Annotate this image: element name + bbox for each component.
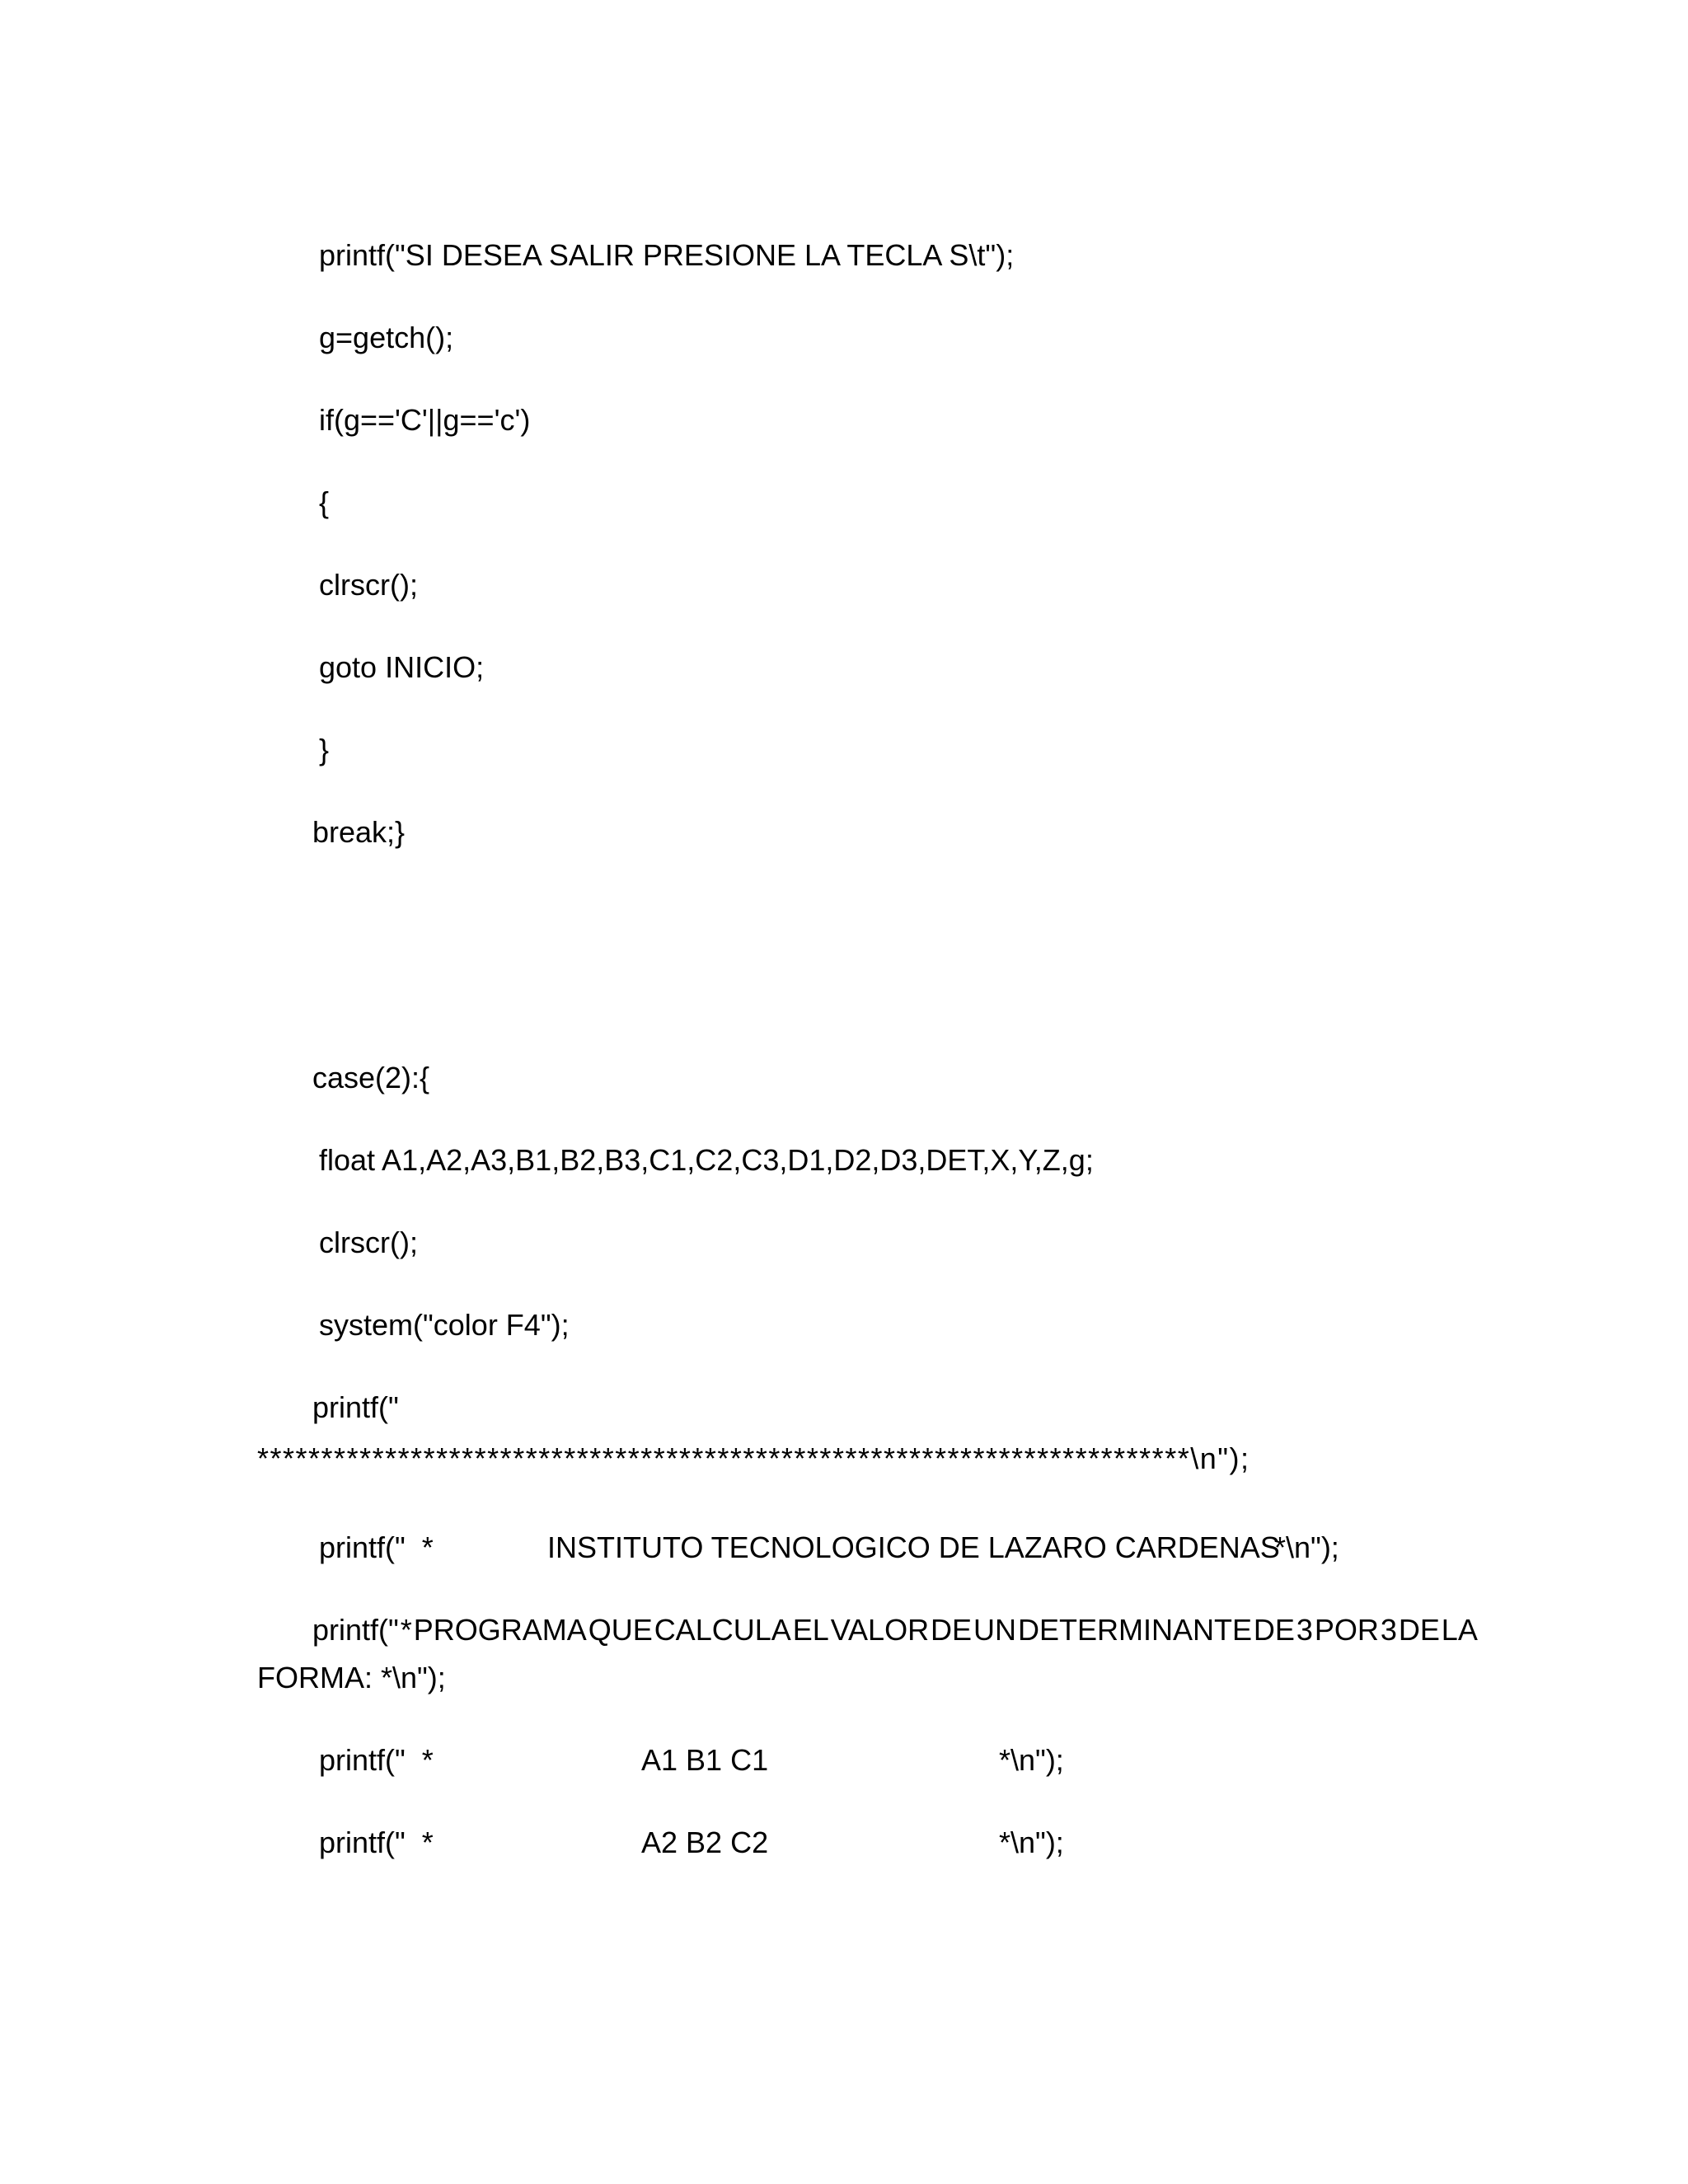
code-line-close-brace: } xyxy=(319,733,330,766)
word: VALOR xyxy=(830,1613,930,1647)
word: printf(" xyxy=(312,1613,399,1647)
word: PROGRAMA xyxy=(413,1613,587,1647)
printf-instituto-text: INSTITUTO TECNOLOGICO DE LAZARO CARDENAS xyxy=(547,1530,1280,1564)
code-line-if: if(g=='C'||g=='c') xyxy=(319,403,531,437)
word: DE xyxy=(931,1613,973,1647)
code-line-clrscr-2: clrscr(); xyxy=(319,1226,418,1259)
word: DE xyxy=(1398,1613,1440,1647)
word: CALCULA xyxy=(654,1613,791,1647)
code-line-printf-salir: printf("SI DESEA SALIR PRESIONE LA TECLA S\t"); xyxy=(319,238,1015,272)
code-line-system-color: system("color F4"); xyxy=(319,1308,570,1342)
code-line-clrscr: clrscr(); xyxy=(319,568,418,602)
word: DETERMINANTE xyxy=(1017,1613,1252,1647)
word: EL xyxy=(792,1613,829,1647)
printf-row1-prefix: printf(" * xyxy=(319,1743,434,1777)
printf-instituto-suffix: *\n"); xyxy=(1274,1530,1339,1564)
word: 3 xyxy=(1380,1613,1397,1647)
code-line-goto: goto INICIO; xyxy=(319,650,485,684)
code-line-printf-open: printf(" xyxy=(312,1390,399,1424)
code-line-stars: *************************************************************************\n"); xyxy=(257,1441,1250,1475)
word: UN xyxy=(973,1613,1016,1647)
printf-row1-text: A1 B1 C1 xyxy=(641,1743,769,1777)
word: POR xyxy=(1314,1613,1379,1647)
printf-row2-suffix: *\n"); xyxy=(999,1825,1064,1859)
printf-row2-text: A2 B2 C2 xyxy=(641,1825,769,1859)
code-line-getch: g=getch(); xyxy=(319,321,454,354)
word: 3 xyxy=(1296,1613,1313,1647)
code-line-break: break;} xyxy=(312,815,406,849)
code-line-open-brace: { xyxy=(319,485,330,519)
printf-instituto-prefix: printf(" * xyxy=(319,1530,434,1564)
printf-programa-continuation: FORMA: *\n"); xyxy=(257,1661,446,1694)
code-line-case2: case(2):{ xyxy=(312,1061,430,1094)
word: LA xyxy=(1441,1613,1478,1647)
code-line-float-declaration: float A1,A2,A3,B1,B2,B3,C1,C2,C3,D1,D2,D3,DET,X,Y,Z,g; xyxy=(319,1143,1094,1177)
word: DE xyxy=(1253,1613,1295,1647)
printf-row1-suffix: *\n"); xyxy=(999,1743,1064,1777)
word: * xyxy=(400,1613,412,1647)
printf-programa-line xyxy=(312,1612,1478,1648)
printf-row2-prefix: printf(" * xyxy=(319,1825,434,1859)
word: QUE xyxy=(588,1613,653,1647)
